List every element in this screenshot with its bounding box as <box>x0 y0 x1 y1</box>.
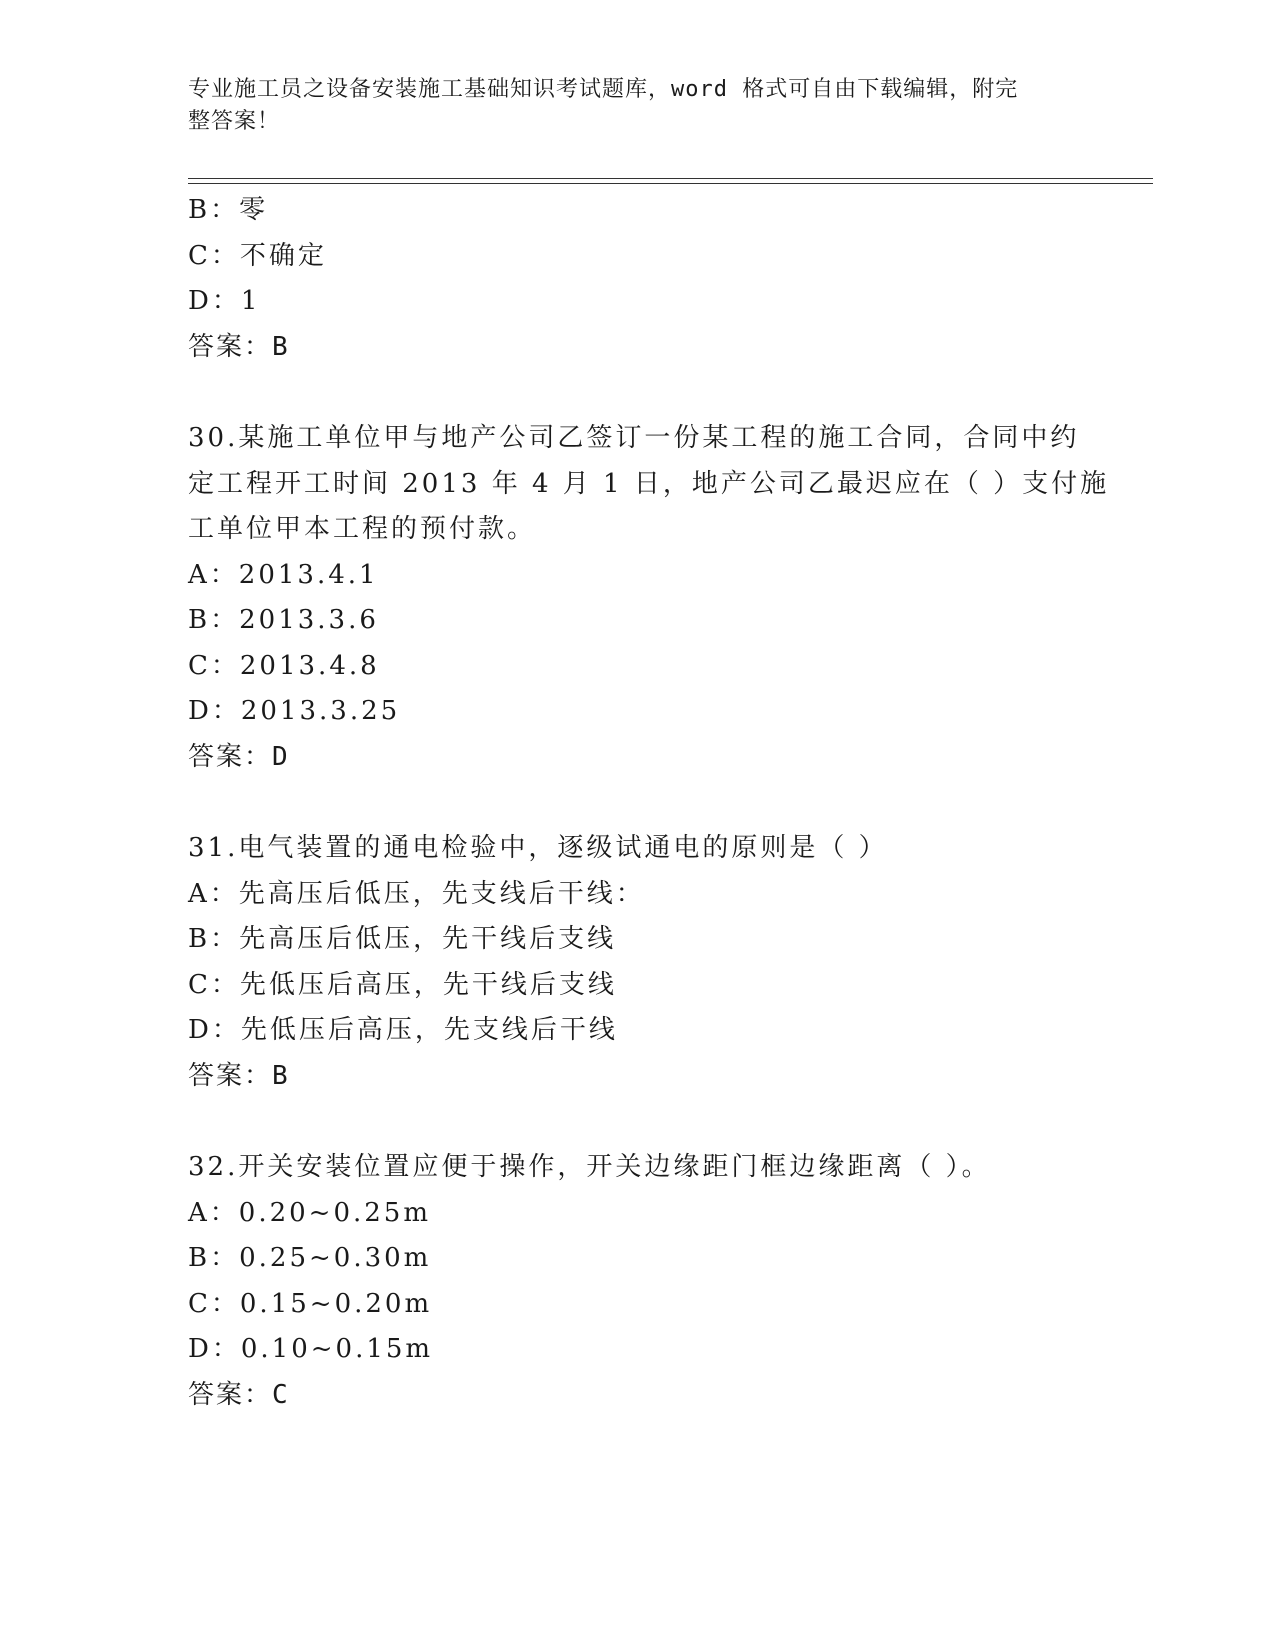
option-b: B：先高压后低压，先干线后支线 <box>188 924 617 954</box>
question-stem-line: 31.电气装置的通电检验中，逐级试通电的原则是（ ） <box>188 833 888 863</box>
spacer <box>188 370 1088 416</box>
option-a: A：先高压后低压，先支线后干线： <box>188 878 645 909</box>
question-list <box>188 188 1110 1418</box>
option-d: D：0.10~0.15m <box>188 1334 434 1364</box>
header-rule-top <box>188 178 1153 179</box>
option-b: B：0.25~0.30m <box>188 1243 432 1273</box>
option-c: C：2013.4.8 <box>188 650 380 681</box>
option-d: D：2013.3.25 <box>188 696 401 726</box>
question-stem-line: 工单位甲本工程的预付款。 <box>188 514 537 544</box>
question-32 <box>188 1145 1088 1418</box>
option-d: D：1 <box>188 286 261 316</box>
question-29-tail <box>188 188 1088 370</box>
option-a: A：2013.4.1 <box>188 559 379 590</box>
answer-line: 答案：B <box>188 1060 290 1091</box>
question-30 <box>188 416 1110 780</box>
question-stem-line: 定工程开工时间 2013 年 4 月 1 日，地产公司乙最迟应在（ ）支付施 <box>188 468 1110 499</box>
header-line-2: 整答案！ <box>188 109 281 134</box>
option-c: C：0.15~0.20m <box>188 1288 433 1319</box>
option-c: C：不确定 <box>188 240 327 271</box>
question-31 <box>188 826 1088 1099</box>
header-line-1: 专业施工员之设备安装施工基础知识考试题库，word 格式可自由下载编辑，附完 <box>188 77 1019 102</box>
document-header <box>188 74 1068 138</box>
question-stem-line: 32.开关安装位置应便于操作，开关边缘距门框边缘距离（ ）。 <box>188 1152 991 1182</box>
option-a: A：0.20~0.25m <box>188 1197 431 1228</box>
header-rule-bottom <box>188 183 1153 184</box>
spacer <box>188 780 1088 826</box>
option-d: D：先低压后高压，先支线后干线 <box>188 1015 618 1045</box>
answer-line: 答案：D <box>188 741 290 772</box>
option-b: B：零 <box>188 195 269 225</box>
answer-line: 答案：B <box>188 331 290 362</box>
answer-line: 答案：C <box>188 1379 290 1410</box>
question-stem-line: 30.某施工单位甲与地产公司乙签订一份某工程的施工合同，合同中约 <box>188 423 1080 453</box>
option-b: B：2013.3.6 <box>188 605 379 635</box>
spacer <box>188 1099 1088 1145</box>
option-c: C：先低压后高压，先干线后支线 <box>188 969 617 1000</box>
